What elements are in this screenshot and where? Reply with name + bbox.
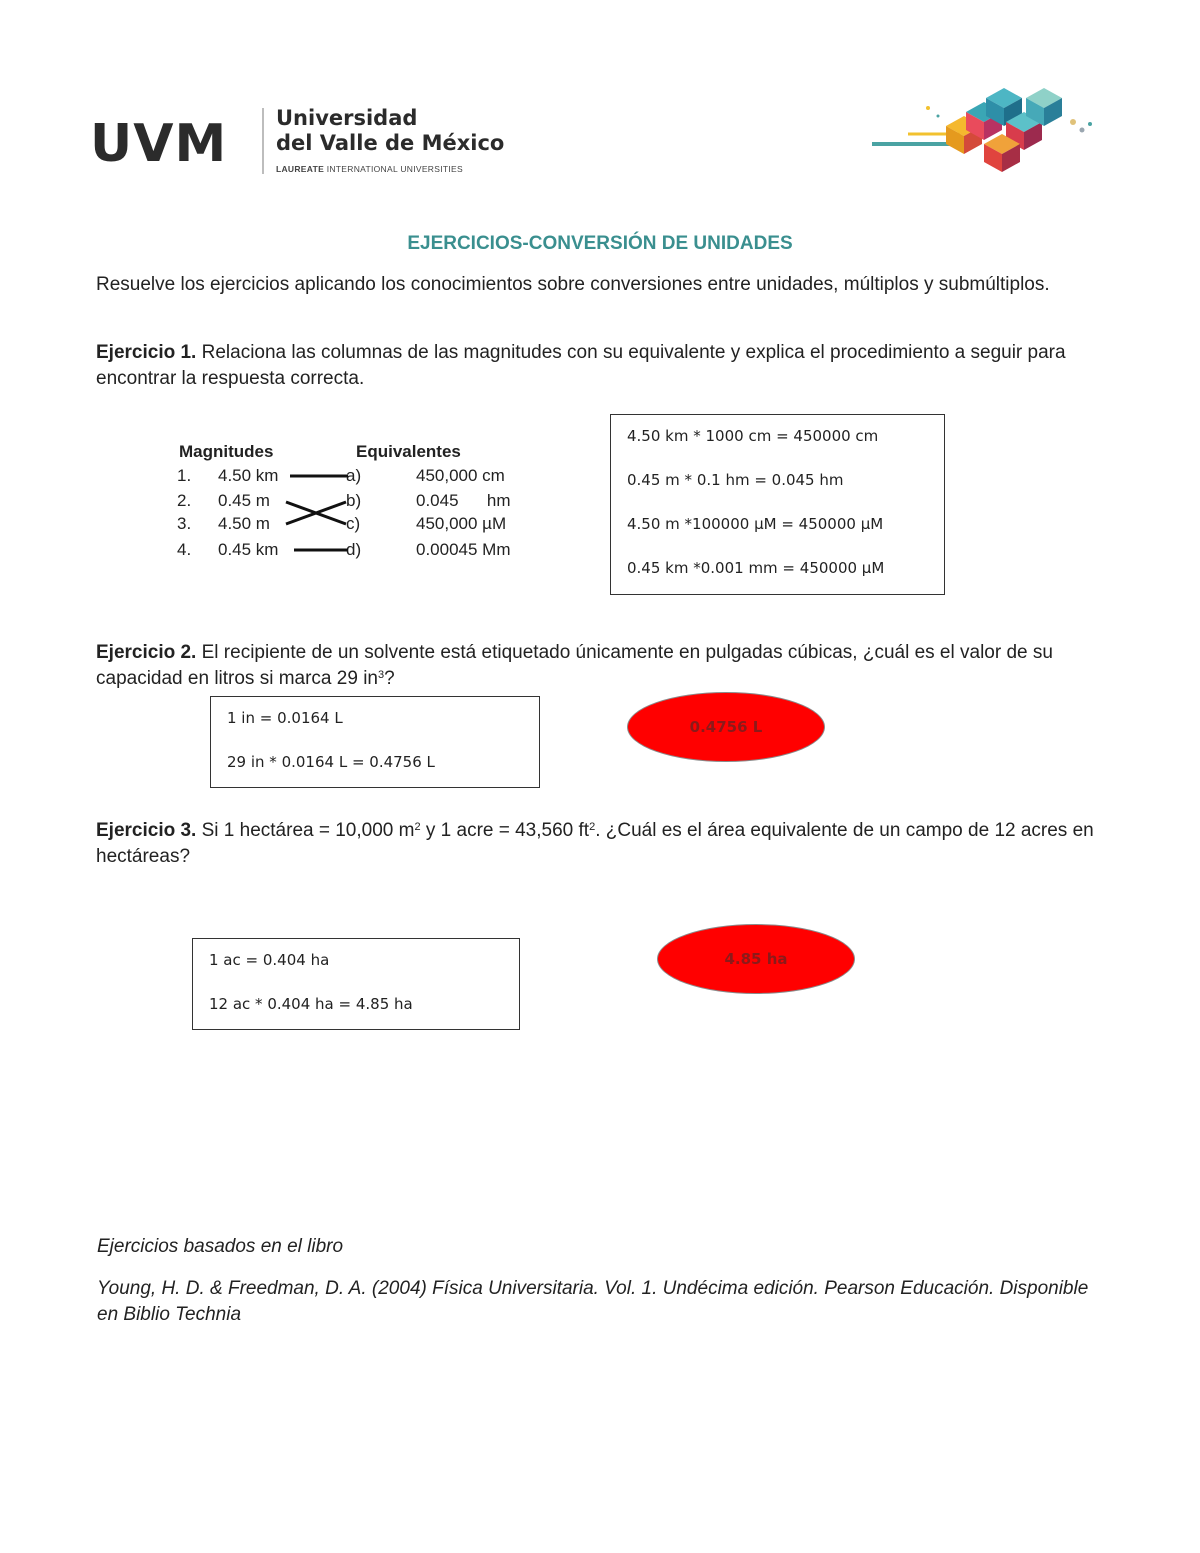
exercise-3-label: Ejercicio 3. <box>96 820 197 841</box>
exercise-2-answer-badge <box>627 692 825 762</box>
university-name-line1: Universidad <box>276 106 418 130</box>
work-line: 0.45 m * 0.1 hm = 0.045 hm <box>627 471 844 489</box>
exercise-3-text-end: . ¿Cuál es el área equivalente de un campo de 12 acres en hectáreas? <box>96 820 1094 867</box>
row-2-letter: b) <box>346 491 362 510</box>
row-4-magnitude: 0.45 km <box>218 540 279 559</box>
page-title: EJERCICIOS-CONVERSIÓN DE UNIDADES <box>407 233 793 254</box>
row-2-number: 2. <box>177 491 192 510</box>
row-1-equivalent: 450,000 cm <box>416 466 505 485</box>
references-intro: Ejercicios basados en el libro <box>97 1236 344 1257</box>
exercise-2-exponent: 3 <box>377 669 385 681</box>
exercise-3-exponent-1: 2 <box>414 821 421 833</box>
work-line: 4.50 km * 1000 cm = 450000 cm <box>627 427 879 445</box>
exercise-1-prompt <box>96 340 1106 392</box>
column-header-equivalentes: Equivalentes <box>356 442 461 461</box>
exercise-3-answer-badge <box>657 924 855 994</box>
exercise-2-text: El recipiente de un solvente está etiquetado únicamente en pulgadas cúbicas, ¿cuál es el valor de su capacidad en litros si marca 29 in <box>96 642 1053 689</box>
exercise-1-text: Relaciona las columnas de las magnitudes con su equivalente y explica el procedimiento a seguir para encontrar la respuesta correcta. <box>96 342 1066 389</box>
row-1-letter: a) <box>346 466 362 485</box>
row-1-magnitude: 4.50 km <box>218 466 279 485</box>
exercise-2-text-end: ? <box>384 668 395 689</box>
exercise-2-label: Ejercicio 2. <box>96 642 197 663</box>
work-line: 12 ac * 0.404 ha = 4.85 ha <box>209 995 413 1013</box>
row-2-magnitude: 0.45 m <box>218 491 270 510</box>
exercise-3-text: Si 1 hectárea = 10,000 m <box>196 820 415 841</box>
work-line: 4.50 m *100000 µM = 450000 µM <box>627 515 884 533</box>
work-line: 1 ac = 0.404 ha <box>209 951 330 969</box>
row-4-letter: d) <box>346 540 362 559</box>
uvm-logo: UVM <box>90 114 228 174</box>
laureate-bold: LAUREATE <box>276 164 325 174</box>
row-3-equivalent: 450,000 µM <box>416 514 507 533</box>
references-citation: Young, H. D. & Freedman, D. A. (2004) Física Universitaria. Vol. 1. Undécima edición. Pearson Educación. Disponible en Biblio Technia <box>97 1278 1089 1325</box>
work-line: 29 in * 0.0164 L = 0.4756 L <box>227 753 435 771</box>
row-3-number: 3. <box>177 514 192 533</box>
exercise-3-text-mid: y 1 acre = 43,560 ft <box>420 820 590 841</box>
work-line: 1 in = 0.0164 L <box>227 709 343 727</box>
exercise-3-answer: 4.85 ha <box>724 950 788 968</box>
row-4-number: 4. <box>177 540 192 559</box>
exercise-1-label: Ejercicio 1. <box>96 342 197 363</box>
exercise-2-answer: 0.4756 L <box>689 718 763 736</box>
row-3-magnitude: 4.50 m <box>218 514 270 533</box>
exercise-3-exponent-2: 2 <box>589 821 596 833</box>
university-name-line2: del Valle de México <box>276 131 505 155</box>
university-name <box>276 106 504 156</box>
exercise-3-prompt <box>96 818 1106 870</box>
column-header-magnitudes: Magnitudes <box>179 442 274 461</box>
exercise-1-work-box <box>610 414 945 595</box>
intro-text: Resuelve los ejercicios aplicando los conocimientos sobre conversiones entre unidades, múltiplos y submúltiplos. <box>96 274 1050 295</box>
laureate-tagline <box>276 164 463 174</box>
logo-divider <box>262 108 264 174</box>
row-2-equivalent: 0.045 hm <box>416 491 511 510</box>
matching-lines <box>280 470 352 560</box>
laureate-rest: INTERNATIONAL UNIVERSITIES <box>324 164 463 174</box>
work-line: 0.45 km *0.001 mm = 450000 µM <box>627 559 885 577</box>
exercise-2-prompt <box>96 640 1106 692</box>
cubes-decoration-icon <box>868 86 1098 176</box>
exercise-2-work-box <box>210 696 540 788</box>
row-4-equivalent: 0.00045 Mm <box>416 540 511 559</box>
exercise-3-work-box <box>192 938 520 1030</box>
row-3-letter: c) <box>346 514 361 533</box>
row-1-number: 1. <box>177 466 192 485</box>
